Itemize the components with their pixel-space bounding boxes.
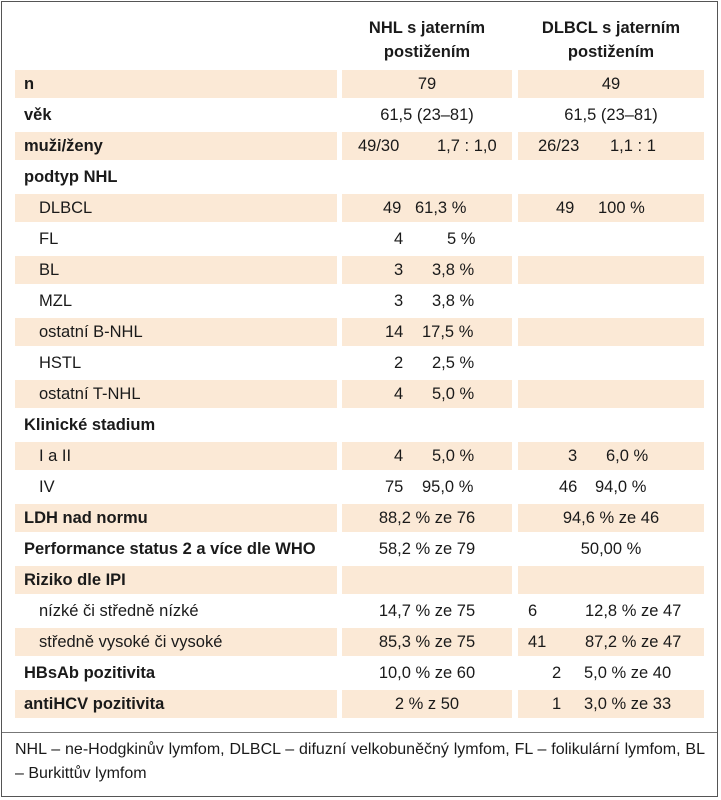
table-row (15, 349, 704, 377)
cell-ratio: 1,7 : 1,0 (437, 137, 497, 155)
cell-count: 49 (556, 199, 575, 217)
cell-nhl (342, 256, 512, 284)
cell-nhl (342, 442, 512, 470)
cell-count: 4 (394, 447, 404, 465)
cell-nhl (342, 287, 512, 315)
cell-count: 3 (394, 292, 404, 310)
cell-dlbcl (518, 132, 704, 160)
cell-dlbcl (518, 473, 704, 501)
row-label: Performance status 2 a více dle WHO (24, 540, 316, 558)
cell-count: 49 (383, 199, 402, 217)
cell-count: 46 (559, 478, 578, 496)
row-label: Riziko dle IPI (15, 566, 337, 594)
table-row (15, 163, 704, 191)
cell-count: 14 (385, 323, 404, 341)
cell-nhl (342, 566, 512, 594)
table-row (15, 442, 704, 470)
cell-dlbcl (518, 659, 704, 687)
cell-dlbcl: 49 (518, 70, 704, 98)
cell-dlbcl (518, 628, 704, 656)
cell-dlbcl (518, 442, 704, 470)
cell-percent: 87,2 % ze 47 (585, 633, 682, 651)
cell-count: 3 (394, 261, 404, 279)
cell-dlbcl (518, 349, 704, 377)
cell-ratio: 1,1 : 1 (610, 137, 656, 155)
row-label: ostatní B-NHL (15, 318, 337, 346)
cell-count: 75 (385, 478, 404, 496)
row-label: IV (39, 478, 55, 496)
cell-dlbcl (518, 380, 704, 408)
row-label: FL (39, 230, 59, 248)
table-row (15, 256, 704, 284)
cell-dlbcl (518, 566, 704, 594)
cell-count: 2 (552, 664, 562, 682)
table-row (15, 132, 704, 160)
cell-percent: 61,3 % (415, 199, 467, 217)
row-label: nízké či středně nízké (39, 602, 199, 620)
cell-nhl: 79 (342, 70, 512, 98)
cell-nhl (342, 380, 512, 408)
cell-count: 49/30 (358, 137, 400, 155)
cell-percent: 6,0 % (606, 447, 649, 465)
cell-percent: 2,5 % (432, 354, 475, 372)
cell-count: 4 (394, 230, 404, 248)
table-row (15, 690, 704, 718)
cell-nhl: 85,3 % ze 75 (342, 628, 512, 656)
cell-nhl (342, 225, 512, 253)
row-label: I a II (15, 442, 337, 470)
cell-dlbcl (518, 194, 704, 222)
cell-nhl: 58,2 % ze 79 (378, 540, 476, 558)
table-row (15, 411, 704, 439)
cell-nhl: 88,2 % ze 76 (342, 504, 512, 532)
table-row (15, 380, 704, 408)
cell-count: 3 (568, 447, 578, 465)
table-row (15, 597, 704, 625)
table-row (15, 101, 704, 129)
table-row (15, 225, 704, 253)
cell-dlbcl: 94,6 % ze 46 (518, 504, 704, 532)
row-label: n (15, 70, 337, 98)
cell-count: 1 (552, 695, 562, 713)
row-label: BL (15, 256, 337, 284)
cell-nhl (342, 132, 512, 160)
table-row (15, 535, 704, 563)
cell-dlbcl (518, 690, 704, 718)
cell-count: 6 (528, 602, 538, 620)
cell-dlbcl (518, 597, 704, 625)
table-row (15, 504, 704, 532)
table-row (15, 473, 704, 501)
row-label: DLBCL (15, 194, 337, 222)
row-label: podtyp NHL (24, 168, 118, 186)
table-row (15, 70, 704, 98)
row-label: HSTL (39, 354, 82, 372)
cell-percent: 3,8 % (432, 292, 475, 310)
cell-percent: 5 % (447, 230, 476, 248)
cell-nhl (342, 349, 512, 377)
cell-percent: 94,0 % (595, 478, 647, 496)
cell-dlbcl (518, 287, 704, 315)
cell-percent: 5,0 % (432, 447, 475, 465)
footnote: NHL – ne-Hodgkinův lymfom, DLBCL – difuzní velkobuněčný lymfom, FL – folikulární lymfom, BL – Burkittův lymfom (15, 741, 705, 782)
column-header-nhl: NHL s jaterním postižením (368, 19, 486, 61)
row-label: středně vysoké či vysoké (15, 628, 337, 656)
row-label: ostatní T-NHL (15, 380, 337, 408)
cell-count: 4 (394, 385, 404, 403)
cell-dlbcl (518, 256, 704, 284)
table-row (15, 194, 704, 222)
cell-count: 41 (528, 633, 547, 651)
cell-count: 26/23 (538, 137, 580, 155)
cell-dlbcl (518, 318, 704, 346)
cell-percent: 3,8 % (432, 261, 475, 279)
table-row (15, 659, 704, 687)
cell-dlbcl: 61,5 (23–81) (564, 106, 658, 124)
cell-nhl (342, 473, 512, 501)
table-row (15, 566, 704, 594)
table-row (15, 318, 704, 346)
cell-dlbcl: 50,00 % (580, 540, 642, 558)
cell-percent: 100 % (598, 199, 645, 217)
cell-percent: 5,0 % (432, 385, 475, 403)
cell-percent: 17,5 % (422, 323, 474, 341)
cell-percent: 3,0 % ze 33 (584, 695, 672, 713)
cell-nhl (342, 194, 512, 222)
cell-nhl (342, 318, 512, 346)
row-label: LDH nad normu (15, 504, 337, 532)
footnote-divider (2, 732, 717, 733)
cell-nhl: 10,0 % ze 60 (378, 664, 476, 682)
column-header-dlbcl: DLBCL s jaterním postižením (541, 19, 681, 61)
table-row (15, 287, 704, 315)
cell-nhl: 14,7 % ze 75 (378, 602, 476, 620)
row-label: věk (24, 106, 52, 124)
row-label: Klinické stadium (24, 416, 156, 434)
row-label: antiHCV pozitivita (15, 690, 337, 718)
row-label: muži/ženy (15, 132, 337, 160)
cell-percent: 95,0 % (422, 478, 474, 496)
cell-count: 2 (394, 354, 404, 372)
cell-nhl: 61,5 (23–81) (380, 106, 474, 124)
row-label: MZL (39, 292, 72, 310)
row-label: HBsAb pozitivita (24, 664, 156, 682)
cell-percent: 5,0 % ze 40 (584, 664, 672, 682)
cell-percent: 12,8 % ze 47 (585, 602, 682, 620)
cell-dlbcl (518, 225, 704, 253)
cell-nhl: 2 % z 50 (342, 690, 512, 718)
table-row (15, 628, 704, 656)
